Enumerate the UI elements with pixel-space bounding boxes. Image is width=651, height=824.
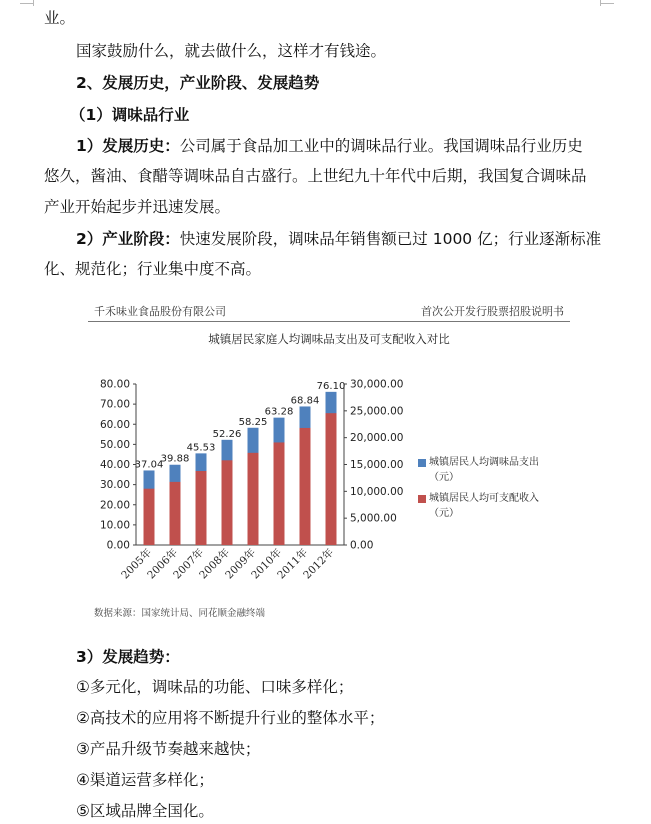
- figure-header-left: 千禾味业食品股份有限公司: [94, 305, 226, 318]
- bar-disposable-income: [222, 460, 233, 545]
- subsection-heading-1: （1）调味品行业: [70, 106, 190, 124]
- bar-disposable-income: [274, 442, 285, 545]
- corner-mark-right: [600, 3, 614, 4]
- history-text-1: 公司属于食品加工业中的调味品行业。我国调味品行业历史: [179, 137, 583, 155]
- left-tick-label: 70.00: [99, 398, 130, 411]
- right-tick-label: 5,000.00: [350, 512, 397, 525]
- legend-swatch: [418, 495, 426, 503]
- trend-item-1: ①多元化，调味品的功能、口味多样化；: [76, 678, 354, 696]
- left-tick-label: 40.00: [99, 459, 130, 471]
- bar-disposable-income: [196, 471, 207, 545]
- history-line-3: 产业开始起步并迅速发展。: [44, 198, 231, 216]
- x-tick-label: 2006年: [145, 546, 181, 582]
- corner-mark-right-v: [600, 0, 601, 6]
- x-tick-label: 2011年: [275, 546, 311, 582]
- x-tick-label: 2007年: [171, 546, 207, 582]
- trend-item-4: ④渠道运营多样化；: [76, 771, 214, 789]
- bar-disposable-income: [144, 489, 155, 545]
- history-line-2: 悠久，酱油、食醋等调味品自古盛行。上世纪九十年代中后期，我国复合调味品: [44, 167, 587, 185]
- data-label: 39.88: [160, 453, 190, 465]
- left-tick-label: 10.00: [99, 519, 130, 532]
- x-tick-label: 2012年: [301, 546, 337, 582]
- right-tick-label: 30,000.00: [350, 378, 404, 391]
- data-label: 76.10: [316, 380, 346, 392]
- left-tick-label: 30.00: [99, 479, 130, 492]
- figure-chart: [88, 297, 570, 627]
- left-tick-label: 60.00: [99, 418, 130, 431]
- bar-disposable-income: [326, 413, 337, 545]
- right-tick-label: 20,000.00: [350, 432, 404, 445]
- right-tick-label: 15,000.00: [350, 459, 404, 471]
- x-tick-label: 2010年: [249, 546, 285, 582]
- bar-disposable-income: [170, 482, 181, 545]
- legend-label-unit: （元）: [429, 472, 459, 483]
- history-line-1: [76, 136, 583, 156]
- legend-label: 城镇居民人均调味品支出: [429, 457, 539, 468]
- figure-header-right: 首次公开发行股票招股说明书: [421, 305, 564, 318]
- stage-label: 2）产业阶段：: [76, 230, 180, 248]
- chart-title: 城镇居民家庭人均调味品支出及可支配收入对比: [208, 332, 450, 346]
- left-tick-label: 80.00: [99, 378, 130, 391]
- legend-label: 城镇居民人均可支配收入: [429, 493, 539, 504]
- right-tick-label: 25,000.00: [350, 405, 404, 418]
- trend-item-3: ③产品升级节奏越来越快；: [76, 740, 261, 758]
- trend-item-2: ②高技术的应用将不断提升行业的整体水平；: [76, 709, 385, 727]
- data-label: 37.04: [134, 459, 164, 471]
- stage-line-1: [76, 229, 601, 249]
- corner-mark-left: [20, 3, 34, 4]
- data-label: 52.26: [212, 428, 242, 440]
- left-tick-label: 50.00: [99, 438, 130, 451]
- data-label: 68.84: [290, 395, 320, 407]
- left-tick-label: 0.00: [106, 539, 130, 552]
- x-tick-label: 2005年: [119, 546, 155, 582]
- x-tick-label: 2008年: [197, 546, 233, 582]
- bar-disposable-income: [248, 453, 259, 545]
- figure-source: 数据来源：国家统计局、同花顺金融终端: [94, 608, 266, 619]
- para-line-2: 国家鼓励什么，就去做什么，这样才有钱途。: [76, 42, 387, 60]
- data-label: 58.25: [238, 416, 268, 428]
- trend-heading: 3）发展趋势：: [76, 648, 180, 666]
- x-tick-label: 2009年: [223, 546, 259, 582]
- para-line-1: 业。: [44, 9, 76, 27]
- stage-line-2: 化、规范化；行业集中度不高。: [44, 260, 262, 278]
- legend-label-unit: （元）: [429, 508, 459, 519]
- trend-item-5: ⑤区域品牌全国化。: [76, 802, 214, 820]
- data-label: 63.28: [264, 406, 294, 418]
- stage-text-1: 快速发展阶段，调味品年销售额已过 1000 亿；行业逐渐标准: [179, 230, 602, 248]
- right-tick-label: 0.00: [350, 539, 374, 552]
- data-label: 45.53: [186, 442, 216, 454]
- left-tick-label: 20.00: [99, 499, 130, 512]
- legend-swatch: [418, 459, 426, 467]
- section-heading-2: 2、发展历史，产业阶段、发展趋势: [76, 74, 320, 92]
- history-label: 1）发展历史：: [76, 137, 180, 155]
- bar-disposable-income: [300, 428, 311, 545]
- right-tick-label: 10,000.00: [350, 485, 404, 498]
- corner-mark-left-v: [33, 0, 34, 6]
